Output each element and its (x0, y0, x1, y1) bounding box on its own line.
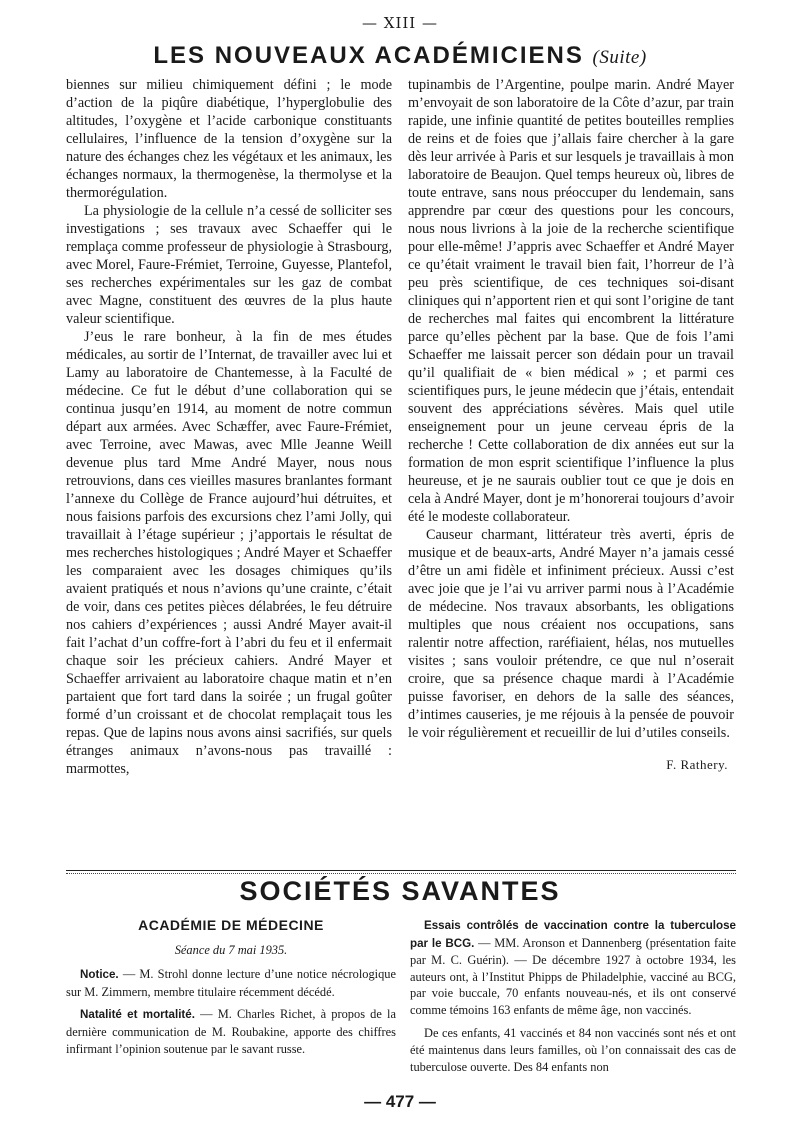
article-title-text: LES NOUVEAUX ACADÉMICIENS (153, 42, 584, 69)
article-right-column (408, 76, 734, 774)
report-text: — M. Strohl donne lecture d’une notice nécrologique sur M. Zimmern, membre titulaire récemment décédé. (66, 967, 396, 999)
article-title (0, 42, 800, 70)
page-number: — 477 — (364, 1092, 436, 1111)
report-item (66, 966, 396, 1000)
report-text: De ces enfants, 41 vaccinés et 84 non vaccinés sont nés et ont été maintenus dans leurs familles, où l’on connaissait des cas de tuberculose ouverte. Des 84 enfants non (410, 1025, 736, 1074)
article-left-column (66, 76, 392, 778)
seance-date: Séance du 7 mai 1935. (174, 942, 288, 957)
author-signature: F. Rathery. (666, 757, 728, 772)
article-paragraph: La physiologie de la cellule n’a cessé de solliciter ses investigations ; ses travaux avec Schaeffer qui le remplaça comme professeur de physiologie à Strasbourg, avec Morel, Faure-Frémiet, Terroine, Guyesse, Plantefol, ses recherches expérimentales sur les gaz de combat avec Magne, constituent des œuvres de la plus haute valeur scientifique. (66, 203, 392, 327)
report-item (410, 1025, 736, 1076)
section-divider (66, 870, 736, 871)
article-paragraph: biennes sur milieu chimiquement défini ; le mode d’action de la piqûre diabétique, l’hyperglobulie des altitudes, l’oxygène et l’acide carbonique constituants cellulaires, l’influence de la tension d’oxygène sur la nature des échanges chez les végétaux et les animaux, les échanges normaux, la thermogenèse, la thermolyse et la thermorégulation. (66, 77, 392, 201)
article-paragraph: Causeur charmant, littérateur très averti, épris de musique et de beaux-arts, André Mayer n’a jamais cessé d’être un ami fidèle et infiniment précieux. Aussi c’est avec joie que je l’ai vu arriver parmi nous à l’Académie de médecine. Nos travaux absorbants, les obligations multiples que nous créaient nos occupations, sans ralentir notre affection, raréfiaient, hélas, nos mutuelles visites ; sans vouloir prétendre, ce que nul n’oserait croire, que sa présence chaque mardi à l’Académie puisse favoriser, en dehors de la salle des séances, d’intimes causeries, je me réjouis à la pensée de pouvoir le voir régulièrement et recueillir de lui d’utiles conseils. (408, 527, 734, 741)
report-lead: Natalité et mortalité. (80, 1008, 195, 1022)
report-lead: Notice. (80, 968, 119, 982)
article-paragraph: tupinambis de l’Argentine, poulpe marin. André Mayer m’envoyait de son laboratoire de la Côte d’azur, par train rapide, une infinie quantité de petites bouteilles remplies de reins et de foies que j’allais faire chercher à la gare dès leur arrivée à Paris et sur lesquels je travaillais à mon laboratoire de Beaujon. Quel temps heureux où, libres de toute entrave, sans nous préoccuper du lendemain, sans apprendre par cœur des questions pour les concours, nous nous livrions à la joie de la recherche scientifique pour elle-même! J’appris avec Schaeffer et André Mayer ce qu’était vraiment le travail bien fait, l’horreur de l’à peu près scientifique, de ces techniques soi-disant cliniques qui n’apportent rien et qui sont l’origine de tant de recherches mal faites qui encombrent la littérature parce qu’elles pèchent par la base. Que de fois l’ami Schaeffer me laissait percer son dédain pour un travail qu’il qualifiait de « bien médical » ; et parmi ces scientifiques purs, le jeune médecin que j’étais, entendait souvent des appréciations sévères. Mais quel utile enseignement pour un jeune cerveau épris de la recherche ! Cette collaboration de dix années eut sur la formation de mon esprit scientifique l’influence la plus heureuse, et je ne saurais oublier tout ce que je dois en cela à André Mayer, dont je m’honorerai toujours d’avoir été le modeste collaborateur. (408, 77, 734, 525)
report-item (66, 1006, 396, 1057)
section-divider-dotted (66, 873, 736, 874)
societes-right-column (410, 917, 736, 1081)
section-title: SOCIÉTÉS SAVANTES (239, 876, 561, 906)
report-text: — M. Charles Richet, à propos de la dernière communication de M. Roubakine, apporte des chiffres infirmant l’opinion soutenue par le savant russe. (66, 1007, 396, 1056)
roman-page-number: — XIII — (362, 14, 438, 32)
report-item (410, 917, 736, 1019)
report-text: — MM. Aronson et Dannenberg (présentation faite par M. C. Guérin). — De décembre 1927 à octobre 1934, les auteurs ont, à l’Institut Phipps de Philadelphie, vacciné au BCG, par voie buccale, 70 enfants nouveau-nés, et ils ont conservé comme témoins 163 enfants de même âge, non vaccinés. (410, 935, 736, 1017)
societes-left-column (66, 917, 396, 1063)
report-lead: Essais contrôlés de vaccination contre la tuberculose par le BCG. (410, 919, 736, 950)
article-paragraph: J’eus le rare bonheur, à la fin de mes études médicales, au sortir de l’Internat, de travailler avec lui et Lamy au laboratoire de Chantemesse, à la Faculté de médecine. Ce fut le début d’une collaboration qui se continua jusqu’en 1914, au moment de notre commun départ aux armées. Avec Schæffer, avec Faure-Frémiet, avec Terroine, avec Mawas, avec Mlle Jeanne Weill devenue plus tard Mme André Mayer, nous nous retrouvions, dans ces vieilles masures branlantes formant l’annexe du Collège de France aujourd’hui détruites, et nous faisions parfois des excursions chez l’ami Jolly, qui travaillait à l’étage supérieur ; j’apportais le résultat de mes recherches histologiques ; André Mayer et Schaeffer les comparaient avec les dosages chimiques qu’ils avaient pratiqués et nous n’avions qu’une crainte, c’était de voir, dans ces petites pièces délabrées, le feu détruire nos cahiers d’expériences ; aussi André Mayer avait-il fait l’achat d’un coffre-fort à l’abri du feu et il enfermait chaque soir les précieux cahiers. André Mayer et Schaeffer arrivaient au laboratoire chaque matin et n’en partaient que fort tard dans la soirée ; un frugal goûter formé d’un croissant et de chocolat remplaçait tous les repas. Que de lapins nous avons ainsi sacrifiés, sur quels étranges animaux n’avons-nous pas travaillé : marmottes, (66, 329, 392, 777)
article-title-suite: (Suite) (592, 47, 647, 68)
academy-heading: ACADÉMIE DE MÉDECINE (138, 917, 324, 933)
